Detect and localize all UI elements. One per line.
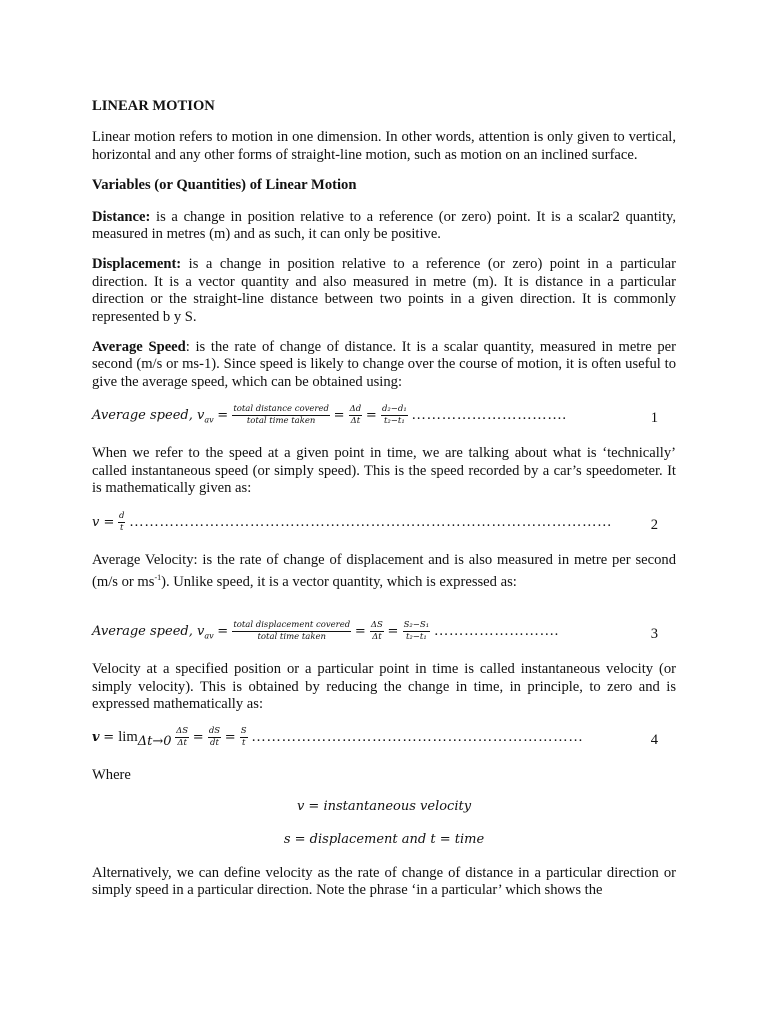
eq4-number: 4: [650, 732, 658, 749]
eq3-lhs: Average speed, $v_{av}$: [92, 624, 214, 641]
average-velocity-paragraph: Average Velocity: is the rate of change of displacement and is also measured in metre per second (m/s or $ms^{-1}$). Unlike speed, it is a vector quantity, which is expressed as:: [92, 551, 676, 590]
closing-paragraph: Alternatively, we can define velocity as the rate of change of distance in a particular direction or simply speed in a particular direction. Note the phrase ‘in a particular’ which shows the: [92, 864, 676, 899]
definition-displacement-time: s = displacement and t = time: [283, 832, 485, 848]
eq1-leader-dots: ………………………….: [411, 407, 567, 424]
definition-velocity: v = instantaneous velocity: [296, 798, 472, 814]
eq1-lhs: Average speed, $v_{av}$: [92, 408, 214, 425]
equation-1: Average speed, $v_{av}$ = $\frac{\text{total distance covered}}{\text{total time taken}}$ = $\frac{\Delta d}{\Delta t}$ = $\frac{\text{d₂−d₁}}{\text{t₂−t₁}}$ …………………………. 1: [92, 404, 658, 427]
average-speed-paragraph: [92, 339, 676, 391]
displacement-paragraph: [92, 256, 676, 326]
eq3-fraction-1: $\frac{\text{total displacement covered}}{\text{total time taken}}$: [233, 620, 351, 643]
eq2-number: 2: [650, 516, 658, 533]
eq2-fraction: $\frac{d}{t}$: [119, 510, 125, 533]
eq2-leader-dots: ……………………………………………………………………………………: [129, 513, 613, 530]
eq3-fraction-2: $\frac{\Delta S}{\Delta t}$: [370, 620, 383, 643]
eq4-limit: $\lim_{\Delta t\to 0}$: [118, 729, 172, 750]
document-page: [92, 98, 676, 912]
eq1-fraction-3: $\frac{\text{d₂−d₁}}{\text{t₂−t₁}}$: [381, 404, 407, 427]
eq4-leader-dots: …………………………………………………………: [251, 729, 584, 746]
eq4-fraction-3: $\frac{S}{t}$: [240, 726, 247, 749]
eq4-fraction-2: $\frac{dS}{dt}$: [208, 726, 221, 749]
distance-paragraph: [92, 209, 676, 244]
intro-paragraph: Linear motion refers to motion in one dimension. In other words, attention is only given to vertical, horizontal and any other forms of straight-line motion, such as motion on an inclined surface.: [92, 129, 676, 163]
section-heading: Variables (or Quantities) of Linear Motion: [92, 177, 357, 194]
eq3-number: 3: [650, 626, 658, 643]
eq2-lhs: v =: [92, 514, 115, 530]
where-label: Where: [92, 767, 131, 784]
equation-3: Average speed, $v_{av}$ = $\frac{\text{total displacement covered}}{\text{total time taken}}$ = $\frac{\Delta S}{\Delta t}$ = $\frac{\text{S₂−S₁}}{\text{t₂−t₁}}$ ……………………. 3: [92, 620, 658, 643]
displacement-text: is a change in position relative to a reference (or zero) point in a particular direction. It is a vector quantity and also measured in metre (m). It is distance in a particular direction or the straight-line distance between two points in a given direction. It is commonly represented b y S.: [92, 256, 676, 325]
eq3-leader-dots: …………………….: [433, 623, 559, 640]
eq4-lhs: v: [92, 730, 100, 746]
distance-text: is a change in position relative to a reference (or zero) point. It is a scalar2 quantity, measured in metres (m) and as such, it can only be positive.: [92, 208, 676, 243]
instantaneous-velocity-paragraph: Velocity at a specified position or a particular point in time is called instantaneous velocity (or simply velocity). This is obtained by reducing the change in time, in principle, to zero and is expressed mathematically as:: [92, 661, 676, 712]
eq1-fraction-1: $\frac{\text{total distance covered}}{\text{total time taken}}$: [233, 404, 329, 427]
eq4-fraction-1: $\frac{\Delta S}{\Delta t}$: [176, 726, 189, 749]
displacement-term: Displacement:: [92, 256, 182, 273]
eq1-fraction-2: $\frac{\Delta d}{\Delta t}$: [349, 404, 362, 427]
instantaneous-speed-paragraph: When we refer to the speed at a given point in time, we are talking about what is ‘technically’ called instantaneous speed (or simply speed). This is the speed recorded by a car’s speedometer. It is mathematically given as:: [92, 445, 676, 497]
equation-2: [92, 511, 676, 541]
eq3-fraction-3: $\frac{\text{S₂−S₁}}{\text{t₂−t₁}}$: [403, 620, 430, 643]
average-speed-term: Average Speed: [92, 339, 186, 356]
equation-4: $v = \lim_{\Delta t\to 0}$ $\frac{\Delta S}{\Delta t}$ = $\frac{dS}{dt}$ = $\frac{S}{t}$ ………………………………………………………… 4: [92, 726, 658, 750]
average-speed-text: : is the rate of change of distance. It is a scalar quantity, measured in metre per second (m/s or ms-1). Since speed is likely to change over the course of motion, it is often useful to give the average speed, which can be obtained using:: [92, 339, 677, 390]
eq1-number: 1: [650, 410, 658, 427]
page-title: LINEAR MOTION: [92, 98, 215, 114]
distance-term: Distance:: [92, 208, 151, 225]
